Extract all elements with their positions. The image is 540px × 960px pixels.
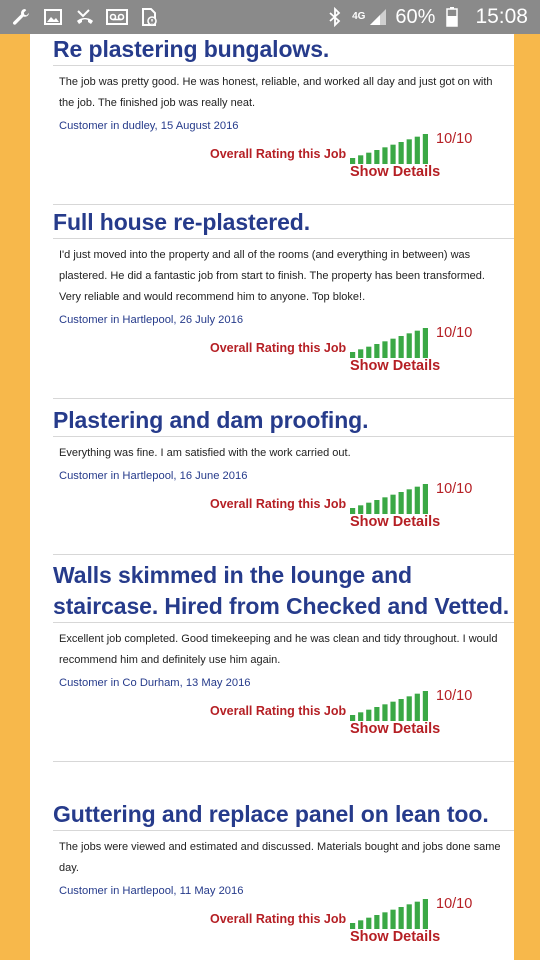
rating-bar: [366, 153, 371, 164]
review-text: Excellent job completed. Good timekeeping and he was clean and tidy throughout. I would recommend him and definitely use him again.: [59, 633, 498, 666]
rating-bar: [374, 915, 379, 929]
review-meta: Customer in Co Durham, 13 May 2016: [59, 677, 251, 689]
rating-bar: [382, 912, 387, 929]
show-details-link[interactable]: Show Details: [350, 929, 441, 945]
rating-bar: [366, 918, 371, 929]
divider: [53, 204, 514, 205]
divider: [53, 398, 514, 399]
review-meta: Customer in dudley, 15 August 2016: [59, 120, 239, 132]
rating-bar: [390, 495, 395, 514]
show-details-link[interactable]: Show Details: [350, 164, 441, 180]
rating-bar: [423, 691, 428, 721]
rating-bar: [374, 500, 379, 514]
review-item: [53, 207, 514, 399]
rating-bar: [423, 484, 428, 514]
missed-call-icon: [74, 7, 96, 27]
divider: [53, 65, 514, 66]
rating-label: Overall Rating this Job: [210, 704, 347, 718]
rating-bar: [358, 155, 363, 164]
rating-bar: [407, 139, 412, 164]
rating-bar: [374, 150, 379, 164]
notification-icons: [10, 5, 160, 29]
network-type: 4G: [352, 11, 366, 22]
rating-bar: [423, 899, 428, 929]
rating-score: 10/10: [436, 688, 473, 704]
review-title: Re plastering bungalows.: [53, 36, 330, 62]
divider: [53, 622, 514, 623]
rating-bar: [415, 137, 420, 164]
review-meta: Customer in Hartlepool, 26 July 2016: [59, 314, 244, 326]
rating-bar: [390, 339, 395, 358]
rating-score: 10/10: [436, 131, 473, 147]
rating-bar: [390, 145, 395, 164]
rating-row: [53, 325, 514, 398]
show-details-link[interactable]: Show Details: [350, 721, 441, 737]
signal-icon: [367, 7, 389, 27]
rating-score: 10/10: [436, 896, 473, 912]
review-title: Full house re-plastered.: [53, 209, 311, 235]
review-meta: Customer in Hartlepool, 11 May 2016: [59, 885, 244, 897]
rating-bars: [350, 899, 428, 929]
rating-bar: [407, 696, 412, 721]
review-text: The jobs were viewed and estimated and discussed. Materials bought and jobs done same day.: [59, 841, 501, 874]
rating-row: [53, 688, 514, 761]
review-title: Plastering and dam proofing.: [53, 407, 369, 433]
review-item: [53, 405, 514, 555]
rating-score: 10/10: [436, 481, 473, 497]
rating-row: [53, 896, 514, 960]
divider: [53, 830, 514, 831]
status-bar: [0, 0, 540, 34]
clock: 15:08: [475, 5, 528, 28]
system-indicators: [324, 4, 528, 30]
rating-bar: [358, 505, 363, 514]
rating-bar: [415, 902, 420, 929]
image-icon: [42, 7, 64, 27]
show-details-link[interactable]: Show Details: [350, 358, 441, 374]
rating-bar: [399, 699, 404, 721]
rating-bar: [399, 907, 404, 929]
rating-bar: [382, 341, 387, 358]
file-info-icon: [138, 7, 160, 27]
voicemail-icon: [106, 7, 128, 27]
rating-bar: [390, 702, 395, 721]
review-item: [53, 799, 514, 960]
rating-bar: [358, 712, 363, 721]
rating-score: 10/10: [436, 325, 473, 341]
rating-bar: [407, 333, 412, 358]
review-item: [53, 560, 514, 762]
rating-label: Overall Rating this Job: [210, 147, 347, 161]
rating-label: Overall Rating this Job: [210, 497, 347, 511]
rating-bar: [390, 910, 395, 929]
rating-bar: [366, 347, 371, 358]
show-details-link[interactable]: Show Details: [350, 514, 441, 530]
rating-bar: [399, 336, 404, 358]
divider: [53, 554, 514, 555]
rating-bar: [374, 344, 379, 358]
rating-bar: [415, 694, 420, 721]
rating-bar: [366, 710, 371, 721]
bluetooth-icon: [324, 7, 346, 27]
divider: [53, 761, 514, 762]
rating-bar: [382, 147, 387, 164]
rating-label: Overall Rating this Job: [210, 341, 347, 355]
rating-bars: [350, 328, 428, 358]
rating-bar: [423, 328, 428, 358]
rating-bar: [407, 904, 412, 929]
rating-bar: [415, 331, 420, 358]
rating-row: [53, 131, 514, 204]
rating-bars: [350, 134, 428, 164]
rating-bar: [382, 497, 387, 514]
rating-bar: [366, 503, 371, 514]
review-text: I'd just moved into the property and all of the rooms (and everything in between) was plastered. He did a fantastic job from start to finish. The property has been transformed. Very reliable and would recommend him to anyone. Top bloke!.: [59, 249, 485, 303]
review-item: [53, 34, 514, 205]
rating-bar: [358, 349, 363, 358]
rating-bars: [350, 484, 428, 514]
divider: [53, 436, 514, 437]
rating-bar: [358, 920, 363, 929]
wrench-icon: [10, 7, 32, 27]
rating-bar: [382, 704, 387, 721]
rating-bars: [350, 691, 428, 721]
divider: [53, 238, 514, 239]
battery-percent: 60%: [395, 5, 436, 28]
review-title: Walls skimmed in the lounge and staircase. Hired from Checked and Vetted.: [53, 562, 510, 619]
rating-bar: [415, 487, 420, 514]
reviews-panel[interactable]: [30, 34, 514, 960]
rating-bar: [407, 489, 412, 514]
review-text: The job was pretty good. He was honest, reliable, and worked all day and just got on with the job. The finished job was really neat.: [59, 76, 493, 109]
review-text: Everything was fine. I am satisfied with the work carried out.: [59, 447, 351, 459]
rating-label: Overall Rating this Job: [210, 912, 347, 926]
rating-bar: [399, 492, 404, 514]
review-title: Guttering and replace panel on lean too.: [53, 801, 489, 827]
rating-bar: [423, 134, 428, 164]
review-meta: Customer in Hartlepool, 16 June 2016: [59, 470, 248, 482]
battery-icon: [441, 7, 463, 27]
rating-bar: [374, 707, 379, 721]
rating-row: [53, 481, 514, 554]
rating-bar: [399, 142, 404, 164]
